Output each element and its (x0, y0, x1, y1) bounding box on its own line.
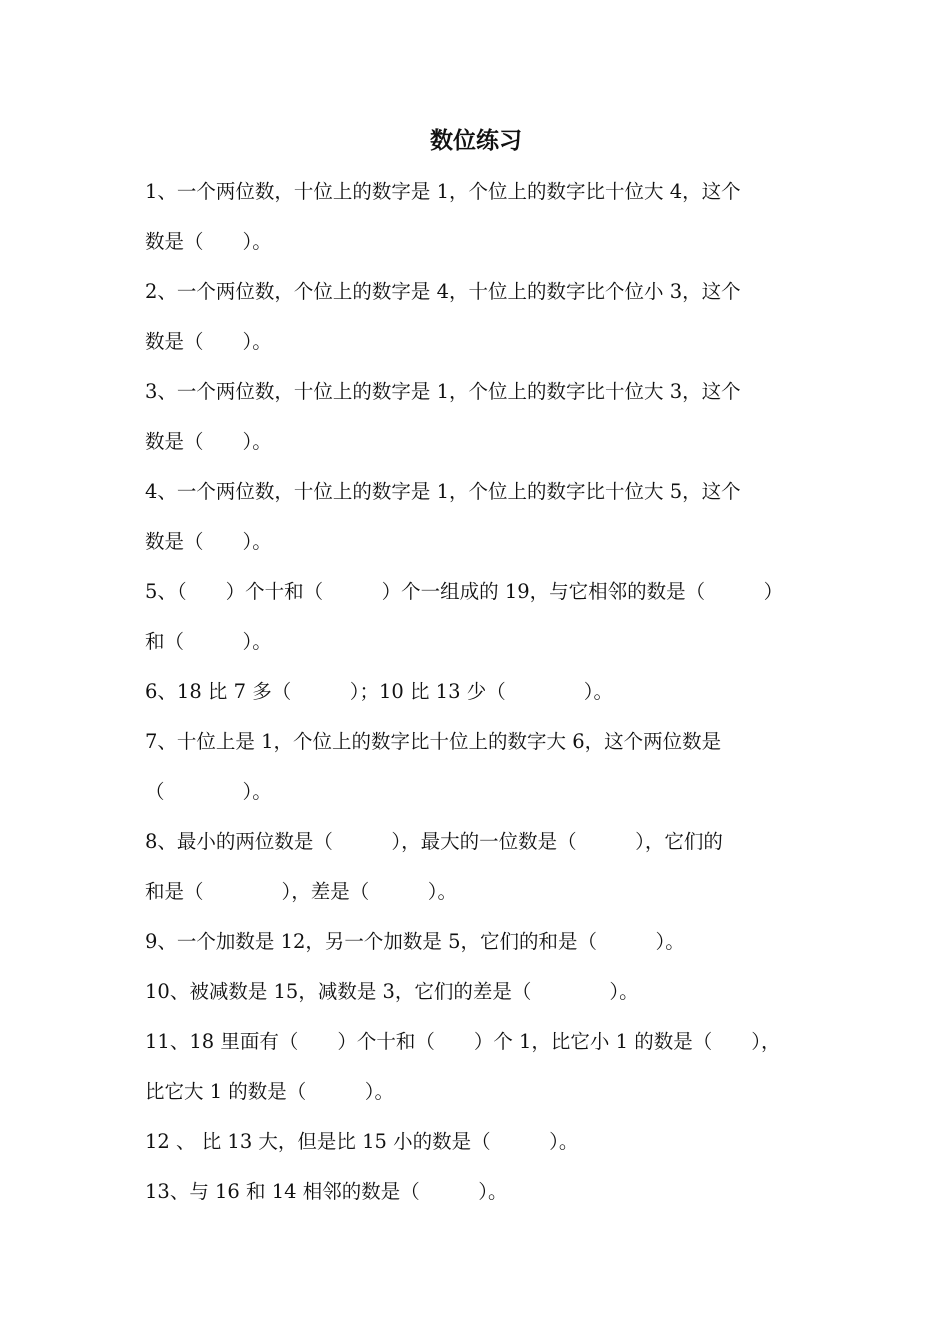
question-2-line-2: 数是（ ）。 (145, 330, 272, 353)
question-12: 12 、 比 13 大，但是比 15 小的数是（ ）。 (145, 1130, 579, 1153)
question-1-line-1: 1、一个两位数，十位上的数字是 1，个位上的数字比十位大 4，这个 (145, 180, 741, 203)
question-8-line-2: 和是（ ），差是（ ）。 (145, 880, 458, 903)
question-6: 6、18 比 7 多（ ）；10 比 13 少（ ）。 (145, 680, 613, 703)
question-13: 13、与 16 和 14 相邻的数是（ ）。 (145, 1180, 508, 1203)
page-title: 数位练习 (430, 128, 522, 154)
worksheet-page (145, 122, 807, 1226)
question-11-line-2: 比它大 1 的数是（ ）。 (145, 1080, 395, 1103)
question-11-line-1: 11、18 里面有（ ）个十和（ ）个 1，比它小 1 的数是（ ）， (145, 1030, 781, 1053)
question-7-line-1: 7、十位上是 1，个位上的数字比十位上的数字大 6，这个两位数是 (145, 730, 722, 753)
question-4-line-1: 4、一个两位数，十位上的数字是 1，个位上的数字比十位大 5，这个 (145, 480, 741, 503)
question-7-line-2: （ ）。 (145, 780, 272, 803)
question-5-line-1: 5、（ ）个十和（ ）个一组成的 19，与它相邻的数是（ ） (145, 580, 784, 603)
question-1-line-2: 数是（ ）。 (145, 230, 272, 253)
question-4-line-2: 数是（ ）。 (145, 530, 272, 553)
question-2-line-1: 2、一个两位数，个位上的数字是 4，十位上的数字比个位小 3，这个 (145, 280, 741, 303)
question-10: 10、被减数是 15，减数是 3，它们的差是（ ）。 (145, 980, 639, 1003)
question-3-line-2: 数是（ ）。 (145, 430, 272, 453)
question-5-line-2: 和（ ）。 (145, 630, 272, 653)
question-9: 9、一个加数是 12，另一个加数是 5，它们的和是（ ）。 (145, 930, 685, 953)
question-3-line-1: 3、一个两位数，十位上的数字是 1，个位上的数字比十位大 3，这个 (145, 380, 741, 403)
question-8-line-1: 8、最小的两位数是（ ），最大的一位数是（ ），它们的 (145, 830, 723, 853)
